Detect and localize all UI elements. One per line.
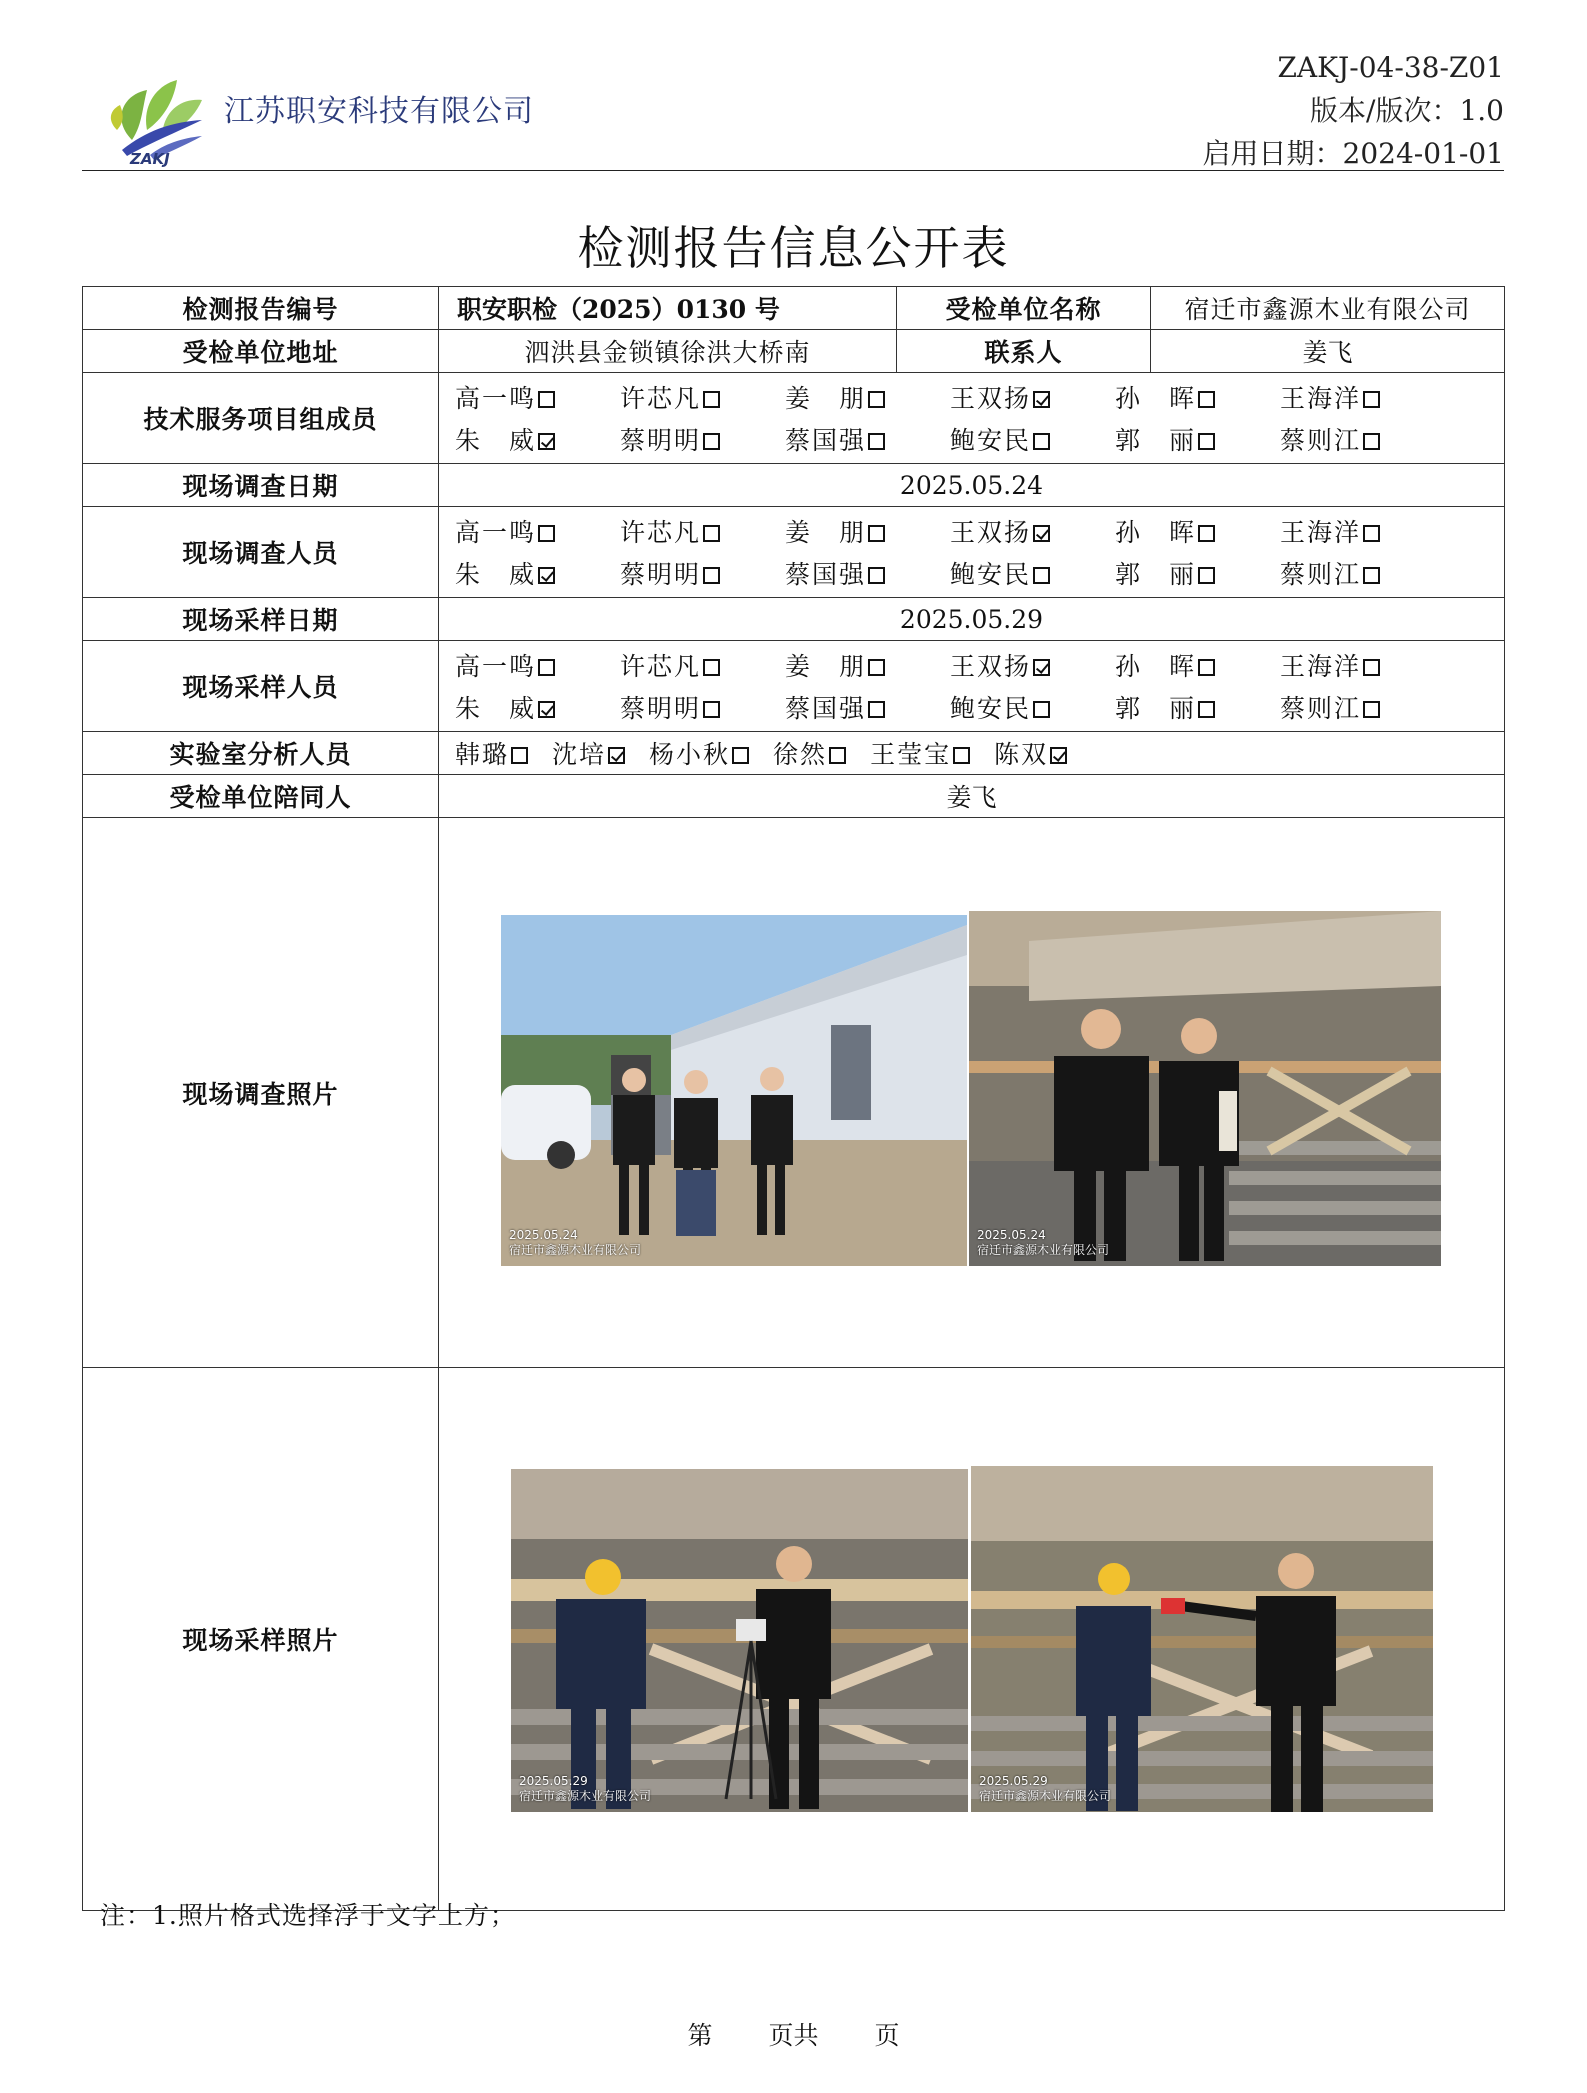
staff-option	[1280, 421, 1445, 457]
staff-option	[785, 689, 950, 725]
checkbox[interactable]	[703, 525, 720, 542]
staff-name: 王海洋	[1280, 652, 1362, 681]
staff-option	[870, 735, 970, 771]
table-row	[83, 507, 1505, 598]
footnote: 注：1.照片格式选择浮于文字上方；	[100, 1901, 516, 1930]
page-title: 检测报告信息公开表	[577, 221, 1010, 275]
checkbox[interactable]	[868, 525, 885, 542]
unit-name: 宿迁市鑫源木业有限公司	[1151, 287, 1505, 330]
doc-version: 版本/版次：1.0	[1310, 94, 1504, 127]
photo-date: 2025.05.24	[509, 1228, 578, 1242]
checkbox[interactable]	[1198, 433, 1215, 450]
survey-photo-1	[501, 915, 967, 1266]
staff-name: 王莹宝	[870, 740, 952, 769]
team-members	[439, 373, 1505, 464]
checkbox[interactable]	[1198, 567, 1215, 584]
sampling-photo-1	[511, 1469, 968, 1812]
staff-option	[455, 689, 620, 725]
sampling-date: 2025.05.29	[439, 598, 1505, 641]
staff-option	[773, 735, 846, 771]
staff-name: 蔡则江	[1280, 560, 1362, 589]
survey-staff	[439, 507, 1505, 598]
staff-option	[455, 647, 620, 683]
photo-stamp	[519, 1774, 651, 1804]
survey-photos	[439, 818, 1505, 1368]
staff-option	[620, 513, 785, 549]
company-name: 江苏职安科技有限公司	[224, 94, 534, 129]
staff-name: 许芯凡	[620, 652, 702, 681]
checkbox[interactable]	[732, 747, 749, 764]
sampling-staff	[439, 641, 1505, 732]
doc-meta	[1203, 46, 1504, 175]
address: 泗洪县金锁镇徐洪大桥南	[439, 330, 897, 373]
staff-name: 孙 晖	[1115, 518, 1197, 547]
table-row	[83, 641, 1505, 732]
staff-name: 鲍安民	[950, 560, 1032, 589]
staff-name: 孙 晖	[1115, 384, 1197, 413]
page-footer	[0, 2016, 1587, 2052]
photo-date: 2025.05.29	[519, 1774, 588, 1788]
checkbox[interactable]	[511, 747, 528, 764]
footer-end: 页	[874, 2021, 900, 2050]
staff-option	[785, 513, 950, 549]
photo-stamp	[977, 1228, 1109, 1258]
checkbox[interactable]	[1198, 525, 1215, 542]
table-row	[83, 1368, 1505, 1911]
checkbox[interactable]	[538, 525, 555, 542]
report-info-table	[82, 286, 1505, 1911]
checkbox[interactable]	[1363, 433, 1380, 450]
staff-name: 徐然	[773, 740, 828, 769]
staff-option	[950, 647, 1115, 683]
sampling-date-label: 现场采样日期	[83, 598, 439, 641]
escort-label: 受检单位陪同人	[83, 775, 439, 818]
survey-photos-label: 现场调查照片	[83, 818, 439, 1368]
checkbox[interactable]	[1363, 391, 1380, 408]
staff-name: 朱 威	[455, 694, 537, 723]
staff-option	[994, 735, 1067, 771]
staff-option	[649, 735, 749, 771]
checkbox[interactable]	[703, 701, 720, 718]
photo-stamp	[509, 1228, 641, 1258]
staff-name: 姜 朋	[785, 384, 867, 413]
staff-name: 姜 朋	[785, 518, 867, 547]
doc-code: ZAKJ-04-38-Z01	[1277, 51, 1504, 84]
staff-option	[785, 647, 950, 683]
staff-option	[620, 689, 785, 725]
staff-option	[1115, 421, 1280, 457]
unit-name-label: 受检单位名称	[897, 287, 1151, 330]
staff-name: 王双扬	[950, 652, 1032, 681]
checked-checkbox[interactable]	[1050, 747, 1067, 764]
sampling-photo-2	[971, 1466, 1433, 1812]
checkbox[interactable]	[1033, 433, 1050, 450]
checkbox[interactable]	[868, 659, 885, 676]
survey-staff-label: 现场调查人员	[83, 507, 439, 598]
staff-name: 鲍安民	[950, 694, 1032, 723]
contact-label: 联系人	[897, 330, 1151, 373]
staff-name: 蔡国强	[785, 560, 867, 589]
staff-name: 许芯凡	[620, 384, 702, 413]
checked-checkbox[interactable]	[1033, 391, 1050, 408]
checkbox[interactable]	[1363, 525, 1380, 542]
checkbox[interactable]	[1033, 701, 1050, 718]
staff-name: 姜 朋	[785, 652, 867, 681]
staff-name: 蔡国强	[785, 426, 867, 455]
staff-option	[950, 421, 1115, 457]
staff-name: 蔡明明	[620, 694, 702, 723]
logo-text: ZAKJ	[130, 150, 170, 168]
staff-name: 蔡国强	[785, 694, 867, 723]
photo-company: 宿迁市鑫源木业有限公司	[977, 1243, 1110, 1257]
footer-page: 第	[687, 2021, 713, 2050]
table-row	[83, 818, 1505, 1368]
checkbox[interactable]	[1363, 701, 1380, 718]
checkbox[interactable]	[703, 433, 720, 450]
staff-name: 朱 威	[455, 426, 537, 455]
staff-name: 陈双	[994, 740, 1049, 769]
checkbox[interactable]	[538, 391, 555, 408]
staff-option	[455, 421, 620, 457]
staff-option	[1280, 647, 1445, 683]
staff-name: 蔡则江	[1280, 426, 1362, 455]
checkbox[interactable]	[868, 567, 885, 584]
checkbox[interactable]	[868, 433, 885, 450]
staff-option	[1115, 379, 1280, 415]
staff-option	[620, 421, 785, 457]
staff-option	[620, 379, 785, 415]
table-row	[83, 775, 1505, 818]
checked-checkbox[interactable]	[608, 747, 625, 764]
checkbox[interactable]	[1363, 567, 1380, 584]
staff-option	[455, 555, 620, 591]
table-row	[83, 598, 1505, 641]
staff-name: 蔡明明	[620, 560, 702, 589]
staff-option	[1115, 647, 1280, 683]
staff-name: 许芯凡	[620, 518, 702, 547]
staff-option	[552, 735, 625, 771]
photo-date: 2025.05.29	[979, 1774, 1048, 1788]
photo-company: 宿迁市鑫源木业有限公司	[979, 1789, 1112, 1803]
checkbox[interactable]	[1198, 701, 1215, 718]
staff-option	[785, 555, 950, 591]
sampling-photos-label: 现场采样照片	[83, 1368, 439, 1911]
checked-checkbox[interactable]	[538, 567, 555, 584]
checkbox[interactable]	[703, 567, 720, 584]
staff-name: 杨小秋	[649, 740, 731, 769]
sampling-staff-label: 现场采样人员	[83, 641, 439, 732]
staff-option	[785, 421, 950, 457]
staff-option	[1280, 689, 1445, 725]
lab-staff-label: 实验室分析人员	[83, 732, 439, 775]
table-row	[83, 330, 1505, 373]
checkbox[interactable]	[868, 391, 885, 408]
survey-photo-2	[969, 911, 1441, 1266]
report-no-label: 检测报告编号	[83, 287, 439, 330]
staff-option	[1280, 555, 1445, 591]
staff-option	[950, 379, 1115, 415]
survey-date-label: 现场调查日期	[83, 464, 439, 507]
staff-name: 王双扬	[950, 518, 1032, 547]
staff-option	[950, 513, 1115, 549]
checked-checkbox[interactable]	[1033, 525, 1050, 542]
staff-name: 郭 丽	[1115, 426, 1197, 455]
staff-option	[455, 379, 620, 415]
staff-name: 王双扬	[950, 384, 1032, 413]
staff-option	[620, 555, 785, 591]
team-label: 技术服务项目组成员	[83, 373, 439, 464]
checkbox[interactable]	[1363, 659, 1380, 676]
staff-option	[950, 689, 1115, 725]
footer-of: 页共	[768, 2021, 819, 2050]
staff-option	[1280, 513, 1445, 549]
staff-option	[455, 735, 528, 771]
staff-option	[1115, 513, 1280, 549]
photo-date: 2025.05.24	[977, 1228, 1046, 1242]
staff-name: 王海洋	[1280, 384, 1362, 413]
table-row	[83, 464, 1505, 507]
staff-name: 王海洋	[1280, 518, 1362, 547]
page-header	[82, 40, 1504, 171]
report-no: 职安职检（2025）0130 号	[439, 287, 897, 330]
checked-checkbox[interactable]	[538, 701, 555, 718]
checkbox[interactable]	[953, 747, 970, 764]
doc-effective-date: 启用日期：2024-01-01	[1202, 137, 1504, 170]
checkbox[interactable]	[1198, 391, 1215, 408]
staff-name: 孙 晖	[1115, 652, 1197, 681]
staff-name: 郭 丽	[1115, 694, 1197, 723]
checked-checkbox[interactable]	[538, 433, 555, 450]
checkbox[interactable]	[538, 659, 555, 676]
table-row	[83, 373, 1505, 464]
contact: 姜飞	[1151, 330, 1505, 373]
staff-name: 高一鸣	[455, 384, 537, 413]
survey-date: 2025.05.24	[439, 464, 1505, 507]
checkbox[interactable]	[703, 659, 720, 676]
address-label: 受检单位地址	[83, 330, 439, 373]
staff-name: 高一鸣	[455, 652, 537, 681]
checkbox[interactable]	[1033, 567, 1050, 584]
checkbox[interactable]	[703, 391, 720, 408]
sampling-photos	[439, 1368, 1505, 1911]
table-row	[83, 287, 1505, 330]
staff-name: 高一鸣	[455, 518, 537, 547]
staff-option	[1280, 379, 1445, 415]
checkbox[interactable]	[829, 747, 846, 764]
staff-name: 沈培	[552, 740, 607, 769]
staff-option	[1115, 555, 1280, 591]
staff-name: 朱 威	[455, 560, 537, 589]
staff-option	[785, 379, 950, 415]
staff-name: 蔡明明	[620, 426, 702, 455]
checked-checkbox[interactable]	[1033, 659, 1050, 676]
photo-company: 宿迁市鑫源木业有限公司	[519, 1789, 652, 1803]
staff-option	[620, 647, 785, 683]
staff-name: 蔡则江	[1280, 694, 1362, 723]
staff-name: 鲍安民	[950, 426, 1032, 455]
escort: 姜飞	[439, 775, 1505, 818]
checkbox[interactable]	[868, 701, 885, 718]
photo-company: 宿迁市鑫源木业有限公司	[509, 1243, 642, 1257]
lab-staff	[439, 732, 1505, 775]
staff-option	[1115, 689, 1280, 725]
checkbox[interactable]	[1198, 659, 1215, 676]
table-row	[83, 732, 1505, 775]
staff-option	[950, 555, 1115, 591]
staff-name: 郭 丽	[1115, 560, 1197, 589]
staff-name: 韩璐	[455, 740, 510, 769]
photo-stamp	[979, 1774, 1111, 1804]
staff-option	[455, 513, 620, 549]
